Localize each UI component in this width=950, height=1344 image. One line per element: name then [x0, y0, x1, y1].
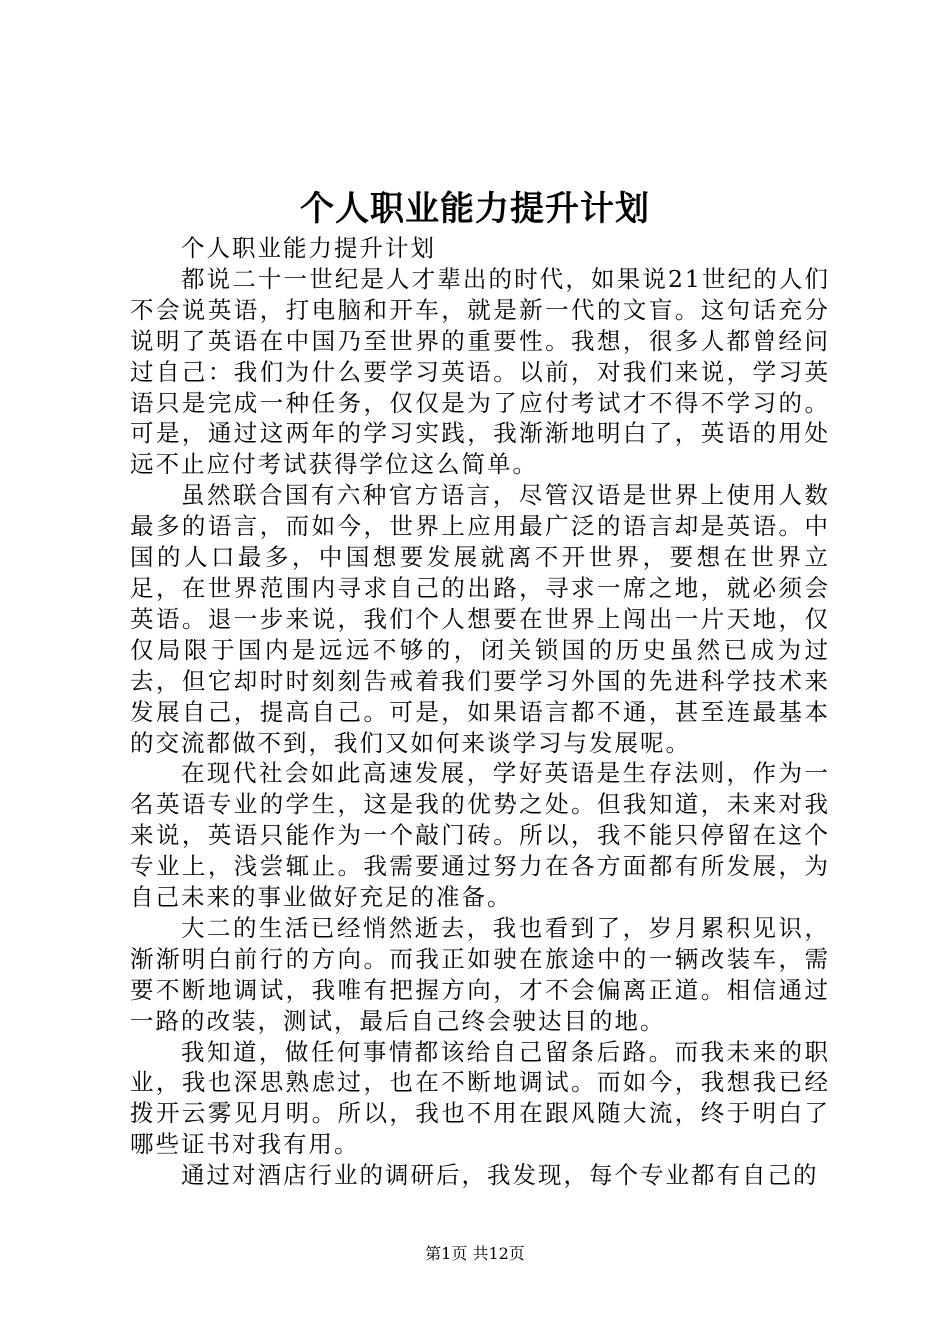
paragraph: 大二的生活已经悄然逝去，我也看到了，岁月累积见识，渐渐明白前行的方向。而我正如驶在旅途中的一辆改装车，需要不断地调试，我唯有把握方向，才不会偏离正道。相信通过一路的改装，测试，最后自己终会驶达目的地。: [130, 913, 830, 1035]
paragraph-subtitle: 个人职业能力提升计划: [181, 234, 436, 262]
paragraph: 都说二十一世纪是人才辈出的时代，如果说21世纪的人们不会说英语，打电脑和开车，就是新一代的文盲。这句话充分说明了英语在中国乃至世界的重要性。我想，很多人都曾经问过自己：我们为什么要学习英语。以前，对我们来说，学习英语只是完成一种任务，仅仅是为了应付考试才不得不学习的。可是，通过这两年的学习实践，我渐渐地明白了，英语的用处远不止应付考试获得学位这么简单。: [130, 264, 830, 479]
paragraph: 通过对酒店行业的调研后，我发现，每个专业都有自己的: [181, 1161, 819, 1190]
paragraph: 我知道，做任何事情都该给自己留条后路。而我未来的职业，我也深思熟虑过，也在不断地调试。而如今，我想我已经拨开云雾见月明。所以，我也不用在跟风随大流，终于明白了哪些证书对我有用。: [130, 1037, 830, 1159]
paragraph: 虽然联合国有六种官方语言，尽管汉语是世界上使用人数最多的语言，而如今，世界上应用最广泛的语言却是英语。中国的人口最多，中国想要发展就离不开世界，要想在世界立足，在世界范围内寻求自己的出路，寻求一席之地，就必须会英语。退一步来说，我们个人想要在世界上闯出一片天地，仅仅局限于国内是远远不够的，闭关锁国的历史虽然已成为过去，但它却时时刻刻告戒着我们要学习外国的先进科学技术来发展自己，提高自己。可是，如果语言都不通，甚至连最基本的交流都做不到，我们又如何来谈学习与发展呢。: [130, 481, 830, 757]
document-title: 个人职业能力提升计划: [300, 189, 650, 229]
document-body: [130, 233, 830, 1191]
paragraph: 在现代社会如此高速发展，学好英语是生存法则，作为一名英语专业的学生，这是我的优势之处。但我知道，未来对我来说，英语只能作为一个敲门砖。所以，我不能只停留在这个专业上，浅尝辄止。我需要通过努力在各方面都有所发展，为自己未来的事业做好充足的准备。: [130, 759, 830, 912]
page-footer: 第1页 共12页: [425, 1244, 525, 1263]
